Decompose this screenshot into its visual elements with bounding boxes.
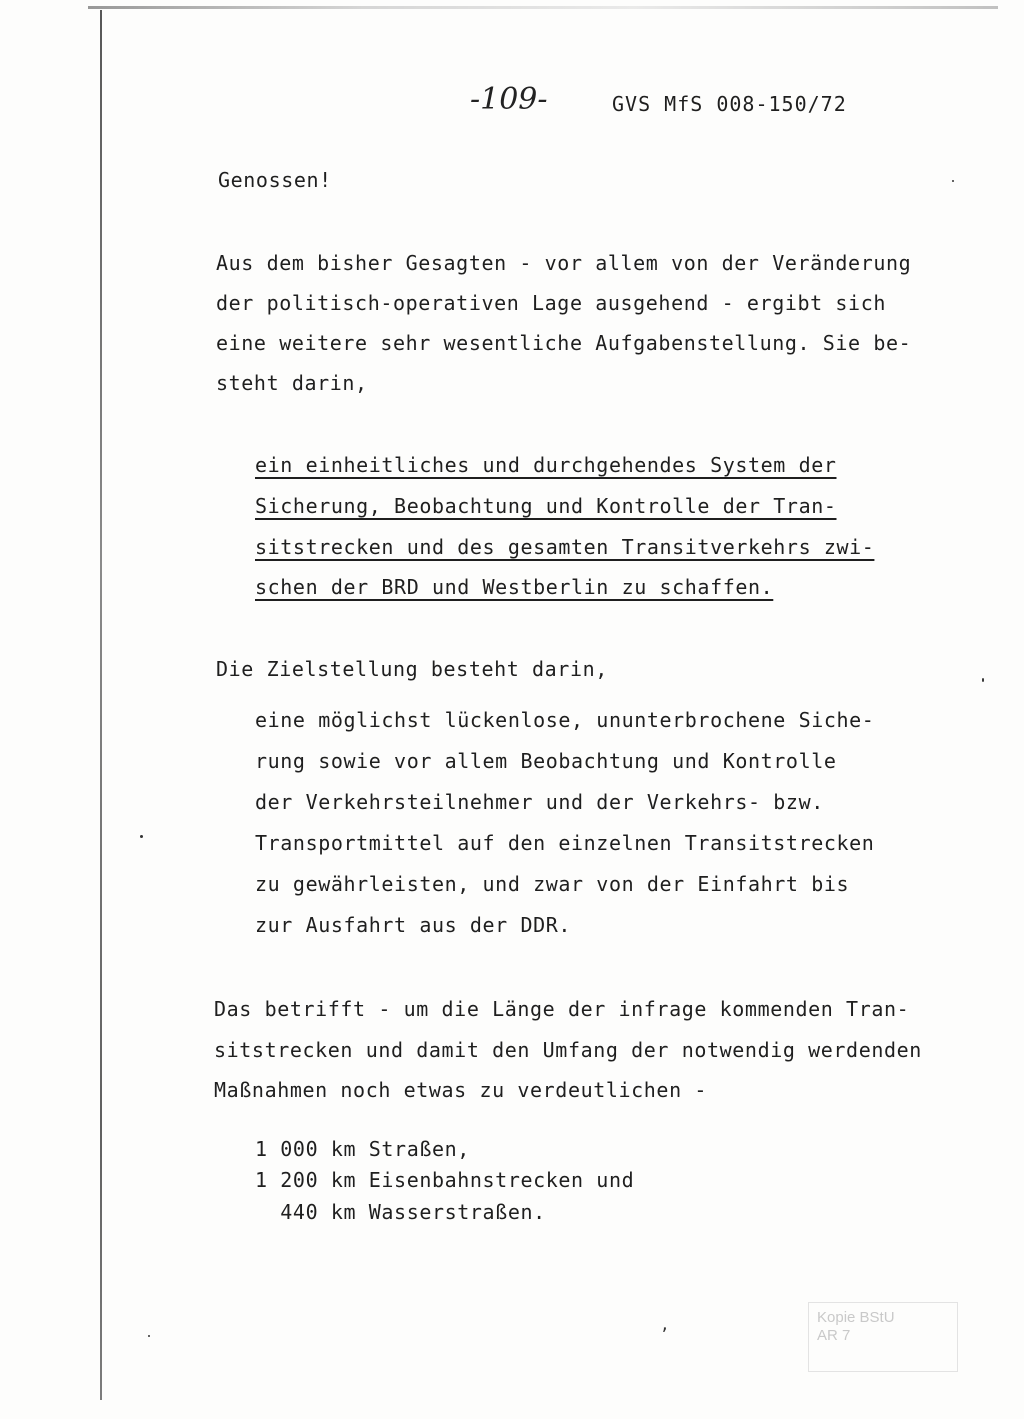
paper-speck [952,180,954,182]
goal-line: zu gewährleisten, und zwar von der Einfahrt bis [255,872,850,896]
task-line: ein einheitliches und durchgehendes System der [255,453,837,477]
paragraph-line: eine weitere sehr wesentliche Aufgabenstellung. Sie be- [216,331,912,355]
paragraph-line: Das betrifft - um die Länge der infrage kommenden Tran- [214,997,910,1021]
goal-intro: Die Zielstellung besteht darin, [216,657,608,681]
binding-edge-line [100,10,102,1400]
stray-pen-mark: , [660,1315,670,1334]
paragraph-line: Aus dem bisher Gesagten - vor allem von der Veränderung [216,251,912,275]
paragraph-line: steht darin, [216,371,368,395]
archive-stamp [808,1302,958,1372]
task-line: schen der BRD und Westberlin zu schaffen. [255,575,774,599]
task-line: Sicherung, Beobachtung und Kontrolle der Tran- [255,494,837,518]
goal-line: rung sowie vor allem Beobachtung und Kontrolle [255,749,837,773]
goal-line: eine möglichst lückenlose, ununterbrochene Siche- [255,708,875,732]
stamp-line: AR 7 [817,1327,851,1344]
page-top-edge [88,6,998,9]
paragraph-line: sitstrecken und damit den Umfang der notwendig werdenden [214,1038,922,1062]
task-line: sitstrecken und des gesamten Transitverkehrs zwi- [255,535,875,559]
goal-line: der Verkehrsteilnehmer und der Verkehrs- bzw. [255,790,824,814]
salutation: Genossen! [218,168,332,192]
document-reference: GVS MfS 008-150/72 [612,92,847,116]
list-item: 1 000 km Straßen, [255,1137,470,1161]
page-number: -109- [470,82,548,117]
paper-speck [140,835,143,838]
goal-line: zur Ausfahrt aus der DDR. [255,913,572,937]
list-item: 440 km Wasserstraßen. [255,1200,546,1224]
list-item: 1 200 km Eisenbahnstrecken und [255,1168,635,1192]
goal-line: Transportmittel auf den einzelnen Transitstrecken [255,831,875,855]
stamp-line: Kopie BStU [817,1309,895,1326]
paragraph-line: der politisch-operativen Lage ausgehend - ergibt sich [216,291,886,315]
paper-speck [982,678,984,682]
paper-speck [148,1335,150,1337]
paragraph-line: Maßnahmen noch etwas zu verdeutlichen - [214,1078,707,1102]
